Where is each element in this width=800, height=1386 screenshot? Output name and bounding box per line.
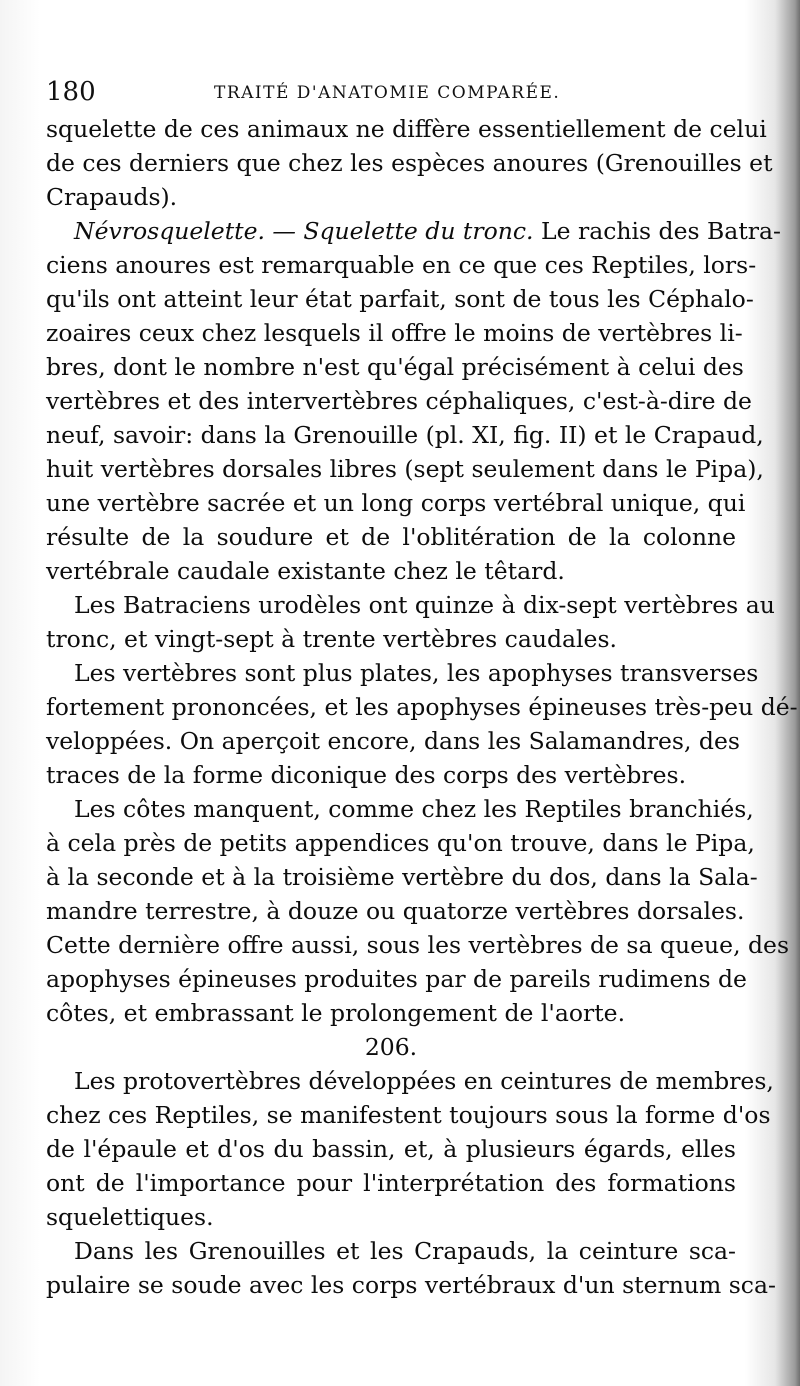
text-line: Les côtes manquent, comme chez les Reptiles branchiés, bbox=[74, 795, 754, 823]
text-line: vertébrale caudale existante chez le têtard. bbox=[46, 557, 565, 585]
text-line: chez ces Reptiles, se manifestent toujours sous la forme d'os bbox=[46, 1101, 771, 1129]
text-line: Cette dernière offre aussi, sous les vertèbres de sa queue, des bbox=[46, 931, 790, 959]
text-line: Dans les Grenouilles et les Crapauds, la ceinture sca- bbox=[74, 1237, 736, 1265]
book-title-header: TRAITÉ D'ANATOMIE COMPARÉE. bbox=[214, 83, 561, 103]
paragraph bbox=[46, 214, 781, 588]
text-line: squelette de ces animaux ne diffère essentiellement de celui bbox=[46, 115, 767, 143]
text-line: ciens anoures est remarquable en ce que ces Reptiles, lors- bbox=[46, 251, 757, 279]
text-line: neuf, savoir: dans la Grenouille (pl. XI, fig. II) et le Crapaud, bbox=[46, 421, 764, 449]
text-line: de ces derniers que chez les espèces anoures (Grenouilles et bbox=[46, 149, 773, 177]
text-line: pulaire se soude avec les corps vertébraux d'un sternum sca- bbox=[46, 1271, 776, 1299]
text-line: traces de la forme diconique des corps des vertèbres. bbox=[46, 761, 687, 789]
text-line: fortement prononcées, et les apophyses épineuses très-peu dé- bbox=[46, 693, 798, 721]
text-line: résulte de la soudure et de l'oblitération de la colonne bbox=[46, 523, 736, 551]
text-line: de l'épaule et d'os du bassin, et, à plusieurs égards, elles bbox=[46, 1135, 736, 1163]
text-line: tronc, et vingt-sept à trente vertèbres caudales. bbox=[46, 625, 617, 653]
text-line: à cela près de petits appendices qu'on trouve, dans le Pipa, bbox=[46, 829, 755, 857]
body-text bbox=[46, 112, 798, 1302]
text-line: zoaires ceux chez lesquels il offre le moins de vertèbres li- bbox=[46, 319, 743, 347]
text-line: Les vertèbres sont plus plates, les apophyses transverses bbox=[74, 659, 759, 687]
text-line: Les Batraciens urodèles ont quinze à dix-sept vertèbres au bbox=[74, 591, 775, 619]
paragraph bbox=[46, 1234, 776, 1302]
text-line: qu'ils ont atteint leur état parfait, sont de tous les Céphalo- bbox=[46, 285, 754, 313]
text-line: bres, dont le nombre n'est qu'égal précisément à celui des bbox=[46, 353, 744, 381]
paragraph bbox=[46, 588, 775, 656]
text-line: squelettiques. bbox=[46, 1203, 214, 1231]
section-number: 206. bbox=[364, 1033, 418, 1061]
text-line: veloppées. On aperçoit encore, dans les Salamandres, des bbox=[46, 727, 740, 755]
text-line: huit vertèbres dorsales libres (sept seulement dans le Pipa), bbox=[46, 455, 764, 483]
text-line: Crapauds). bbox=[46, 183, 178, 211]
paragraph bbox=[46, 792, 790, 1030]
text-line: Les protovertèbres développées en ceintures de membres, bbox=[74, 1067, 774, 1095]
text-span: Le rachis des Batra- bbox=[533, 217, 781, 245]
text-line bbox=[46, 214, 781, 248]
text-line: une vertèbre sacrée et un long corps vertébral unique, qui bbox=[46, 489, 746, 517]
text-line: vertèbres et des intervertèbres céphaliques, c'est-à-dire de bbox=[46, 387, 752, 415]
paragraph bbox=[46, 656, 798, 792]
paragraph bbox=[46, 1064, 774, 1234]
running-header bbox=[46, 74, 736, 110]
text-line: côtes, et embrassant le prolongement de l'aorte. bbox=[46, 999, 626, 1027]
text-line: ont de l'importance pour l'interprétation des formations bbox=[46, 1169, 736, 1197]
text-line: à la seconde et à la troisième vertèbre du dos, dans la Sala- bbox=[46, 863, 758, 891]
page-number: 180 bbox=[46, 77, 96, 107]
text-line: mandre terrestre, à douze ou quatorze vertèbres dorsales. bbox=[46, 897, 745, 925]
section-heading-italic: Névrosquelette. — Squelette du tronc. bbox=[74, 217, 534, 245]
paragraph bbox=[46, 112, 773, 214]
text-line: apophyses épineuses produites par de pareils rudimens de bbox=[46, 965, 747, 993]
